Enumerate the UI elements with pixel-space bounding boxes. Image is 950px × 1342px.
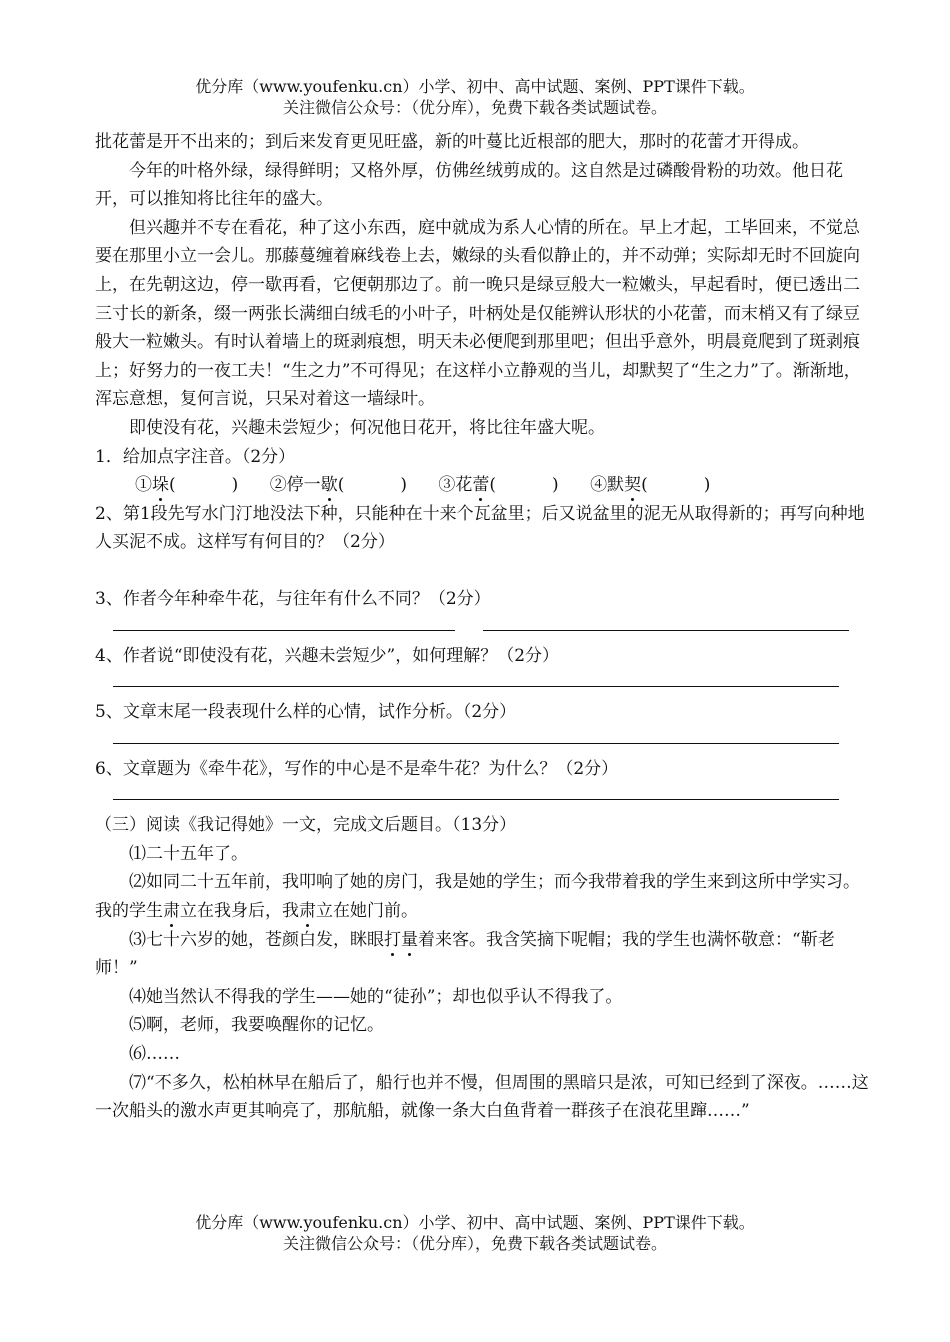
pinyin-item-2: ②停一歇( )	[269, 475, 407, 496]
question-4: 4、作者说“即使没有花，兴趣未尝短少”，如何理解？（2分）	[95, 645, 560, 666]
answer-line-row	[95, 727, 870, 755]
answer-line	[113, 686, 839, 687]
pinyin-item-4: ④默契( )	[590, 475, 711, 496]
answer-space	[95, 557, 870, 585]
answer-line	[483, 630, 849, 631]
question-3: 3、作者今年种牵牛花，与往年有什么不同？（2分）	[95, 588, 491, 609]
answer-line	[113, 630, 455, 631]
section-3-paragraph-3: ⑶七十六岁的她，苍颜白发，眯眼打量着来客。我含笑摘下呢帽；我的学生也满怀敬意：“靳老师！”	[95, 929, 835, 979]
section-3-paragraph-5: ⑸啊，老师，我要唤醒你的记忆。	[129, 1015, 384, 1036]
answer-line-row	[95, 670, 870, 698]
answer-line	[113, 743, 839, 744]
footer-line-1: 优分库（www.youfenku.cn）小学、初中、高中试题、案例、PPT课件下载。	[195, 1213, 755, 1232]
page-footer	[0, 1212, 950, 1254]
passage-paragraph: 即使没有花，兴趣未尝短少；何况他日花开，将比往年盛大呢。	[129, 417, 605, 438]
passage-paragraph: 今年的叶格外绿，绿得鲜明；又格外厚，仿佛丝绒剪成的。这自然是过磷酸骨粉的功效。他日花开，可以推知将比往年的盛大。	[95, 160, 843, 210]
answer-line-row	[95, 614, 870, 642]
footer-line-2: 关注微信公众号：（优分库），免费下载各类试题试卷。	[282, 1234, 667, 1253]
section-3-paragraph-1: ⑴二十五年了。	[129, 843, 248, 864]
section-3-paragraph-6: ⑹……	[129, 1044, 180, 1065]
section-3-paragraph-7: ⑺“不多久，松柏林早在船后了，船行也并不慢，但周围的黑暗只是浓，可知已经到了深夜。……这一次船头的激水声更其响亮了，那航船，就像一条大白鱼背着一群孩子在浪花里蹿……”	[95, 1072, 869, 1122]
question-5: 5、文章末尾一段表现什么样的心情，试作分析。（2分）	[95, 702, 517, 723]
answer-line	[113, 799, 839, 800]
pinyin-items	[95, 471, 870, 500]
question-2: 2、第1段先写水门汀地没法下种，只能种在十来个瓦盆里；后又说盆里的泥无从取得新的；再写向种地人买泥不成。这样写有何目的？（2分）	[95, 503, 865, 553]
passage-paragraph: 批花蕾是开不出来的；到后来发育更见旺盛，新的叶蔓比近根部的肥大，那时的花蕾才开得成。	[95, 132, 809, 152]
section-3-paragraph-2: ⑵如同二十五年前，我叩响了她的房门，我是她的学生；而今我带着我的学生来到这所中学实习。我的学生肃立在我身后，我肃立在她门前。	[95, 872, 860, 922]
pinyin-item-1: ①垛( )	[135, 475, 239, 496]
page-header	[0, 76, 950, 118]
question-6: 6、文章题为《牵牛花》，写作的中心是不是牵牛花？为什么？（2分）	[95, 758, 619, 779]
question-1: 1．给加点字注音。（2分）	[95, 446, 296, 467]
pinyin-item-3: ③花蕾( )	[438, 475, 559, 496]
section-3-paragraph-4: ⑷她当然认不得我的学生——她的“徒孙”；却也似乎认不得我了。	[129, 986, 623, 1007]
answer-line-row	[95, 783, 870, 811]
header-line-1: 优分库（www.youfenku.cn）小学、初中、高中试题、案例、PPT课件下载。	[195, 77, 755, 96]
section-3-title: （三）阅读《我记得她》一文，完成文后题目。（13分）	[95, 815, 517, 836]
header-line-2: 关注微信公众号：（优分库），免费下载各类试题试卷。	[282, 98, 667, 117]
document-body	[95, 128, 870, 1126]
passage-paragraph: 但兴趣并不专在看花，种了这小东西，庭中就成为系人心情的所在。早上才起，工毕回来，不觉总要在那里小立一会儿。那藤蔓缠着麻线卷上去，嫩绿的头看似静止的，并不动弹；实际却无时不回旋向上，在先朝这边，停一歇再看，它便朝那边了。前一晚只是绿豆般大一粒嫩头，早起看时，便已透出二三寸长的新条，缀一两张长满细白绒毛的小叶子，叶柄处是仅能辨认形状的小花蕾，而末梢又有了绿豆般大一粒嫩头。有时认着墙上的斑剥痕想，明天未必便爬到那里吧；但出乎意外，明晨竟爬到了斑剥痕上；好努力的一夜工夫！“生之力”不可得见；在这样小立静观的当儿，却默契了“生之力”了。渐渐地，浑忘意想，复何言说，只呆对着这一墙绿叶。	[95, 217, 861, 410]
